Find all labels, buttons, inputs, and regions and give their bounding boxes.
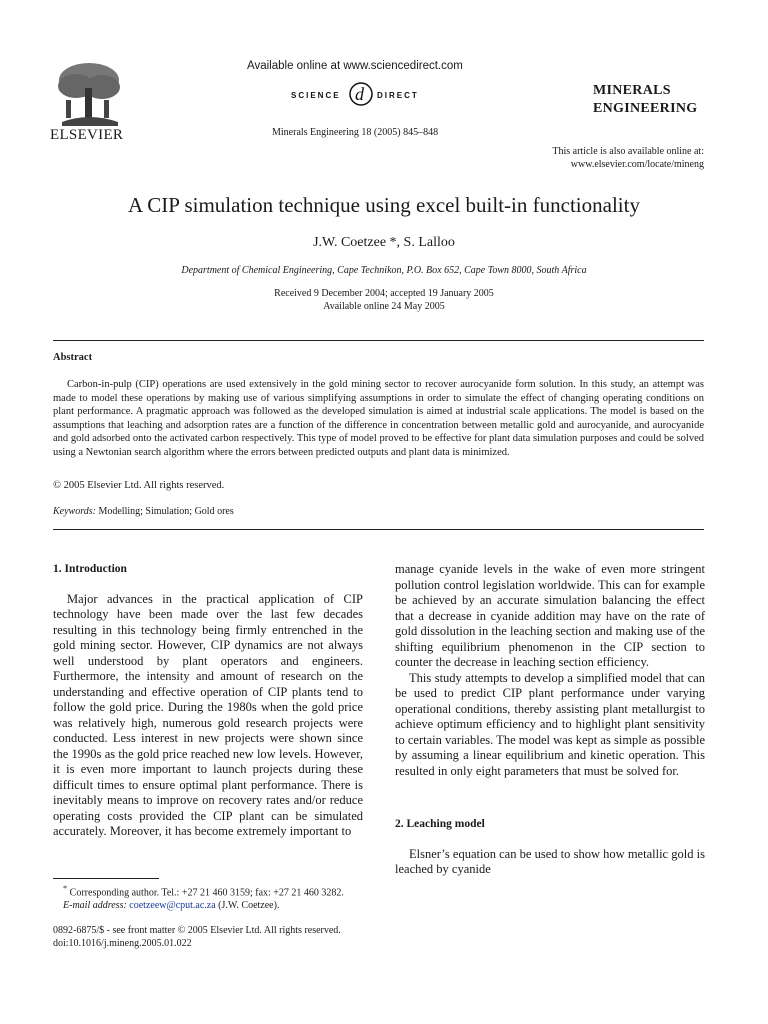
keywords	[53, 506, 234, 517]
sciencedirect-logo	[291, 79, 431, 109]
left-column	[53, 562, 363, 840]
footnote-rule	[53, 878, 159, 879]
section-1-paragraph-1: Major advances in the practical application of CIP technology have been made over the last few decades resulting in this technology being firmly entrenched in the gold mining sector. However, CIP dynamics are not always well understood by plant operators and engineers. Furthermore, the intensity and amount of research on the understanding and effective operation of CIP plants tend to follow the gold price. During the 1980s when the gold price was relatively high, numerous gold research projects were conducted. Less interest in new projects were shown since the 1990s as the gold price reached new low levels. However, it is even more important to launch projects during these difficult times to ensure optimal plant performance. There is inevitably means to improve on recovery rates and/or reduce operating costs provided the CIP plant can be simulated accurately. Moreover, it has become extremely important to	[53, 591, 363, 838]
section-1-paragraph-1-continued: manage cyanide levels in the wake of even more stringent pollution control legislation worldwide. This can for example be achieved by an accurate simulation balancing the effect that a decrease in cyanide addition may have on the rate of gold dissolution in the leaching section and making use of the shifting equilibrium phenomenon in the CIP section to counter the decrease in leaching section efficiency.	[395, 562, 705, 669]
journal-name-line2: ENGINEERING	[593, 101, 698, 116]
abstract-text: Carbon-in-pulp (CIP) operations are used extensively in the gold mining sector to recover aurocyanide form solution. In this study, an attempt was made to model these operations by making use of various simplifying assumptions in order to simulate the effect of changing operating conditions on plant performance. A pragmatic approach was followed as the developed simulation is aimed at industrial scale applications. The model is based on the assumptions that leaching and adsorption rates are a function of the difference in concentration between metallic gold and aurocyanide, and aurocyanide and gold adsorbed onto the activated carbon respectively. This type of model proved to be effective for plant data simulation purposes and could be solved using a Newtonian search algorithm where the errors between predicted outputs and plant data is minimized.	[53, 379, 704, 458]
email-suffix: (J.W. Coetzee).	[218, 900, 280, 912]
issn-block	[53, 924, 341, 950]
keywords-list: Modelling; Simulation; Gold ores	[98, 506, 234, 517]
abstract-top-rule	[53, 340, 704, 341]
author-affiliation: Department of Chemical Engineering, Cape Technikon, P.O. Box 652, Cape Town 8000, South Africa	[181, 265, 587, 276]
journal-reference: Minerals Engineering 18 (2005) 845–848	[272, 127, 439, 138]
article-authors: J.W. Coetzee *, S. Lalloo	[313, 235, 455, 250]
section-1-paragraph-2: This study attempts to develop a simplified model that can be used to predict CIP plant performance under varying operational conditions, thereby assisting plant metallurgist to achieve optimum efficiency and to highlight plant sensitivity to certain variables. The model was kept as simple as possible by assuming a linear equilibrium and kinetic operation. This resulted in only eight parameters that must be solved for.	[395, 670, 705, 778]
footnote	[53, 882, 383, 912]
keywords-label: Keywords:	[53, 506, 96, 517]
journal-name-line1: MINERALS	[593, 83, 671, 98]
abstract-copyright: © 2005 Elsevier Ltd. All rights reserved.	[53, 480, 225, 491]
section-2-heading: 2. Leaching model	[395, 818, 485, 830]
journal-name	[593, 82, 697, 118]
abstract-heading: Abstract	[53, 352, 93, 363]
section-1-heading: 1. Introduction	[53, 563, 127, 575]
sd-logo-right: DIRECT	[377, 91, 419, 100]
footnote-text: Corresponding author. Tel.: +27 21 460 3159; fax: +27 21 460 3282.	[69, 887, 344, 899]
email-label: E-mail address:	[63, 900, 127, 912]
article-title: A CIP simulation technique using excel built-in functionality	[128, 193, 640, 217]
available-date: Available online 24 May 2005	[323, 301, 445, 312]
email-link[interactable]: coetzeew@cput.ac.za	[129, 900, 216, 912]
online-availability-note	[552, 145, 704, 171]
svg-text:d: d	[355, 84, 364, 104]
received-date: Received 9 December 2004; accepted 19 January 2005	[274, 288, 494, 299]
article-dates	[0, 287, 768, 313]
abstract-bottom-rule	[53, 529, 704, 530]
sd-logo-left: SCIENCE	[291, 91, 341, 100]
right-column	[395, 562, 705, 878]
issn-line: 0892-6875/$ - see front matter © 2005 Elsevier Ltd. All rights reserved.	[53, 925, 341, 936]
section-2-paragraph-1: Elsner’s equation can be used to show how metallic gold is leached by cyanide	[395, 846, 705, 876]
online-note-line1: This article is also available online at:	[552, 146, 704, 157]
doi-line[interactable]: doi:10.1016/j.mineng.2005.01.022	[53, 938, 192, 949]
publisher-name: ELSEVIER	[50, 127, 124, 143]
elsevier-tree-logo	[52, 60, 126, 128]
online-note-url[interactable]: www.elsevier.com/locate/mineng	[570, 159, 704, 170]
footnote-marker: *	[63, 884, 68, 893]
available-online-text: Available online at www.sciencedirect.com	[247, 60, 463, 72]
